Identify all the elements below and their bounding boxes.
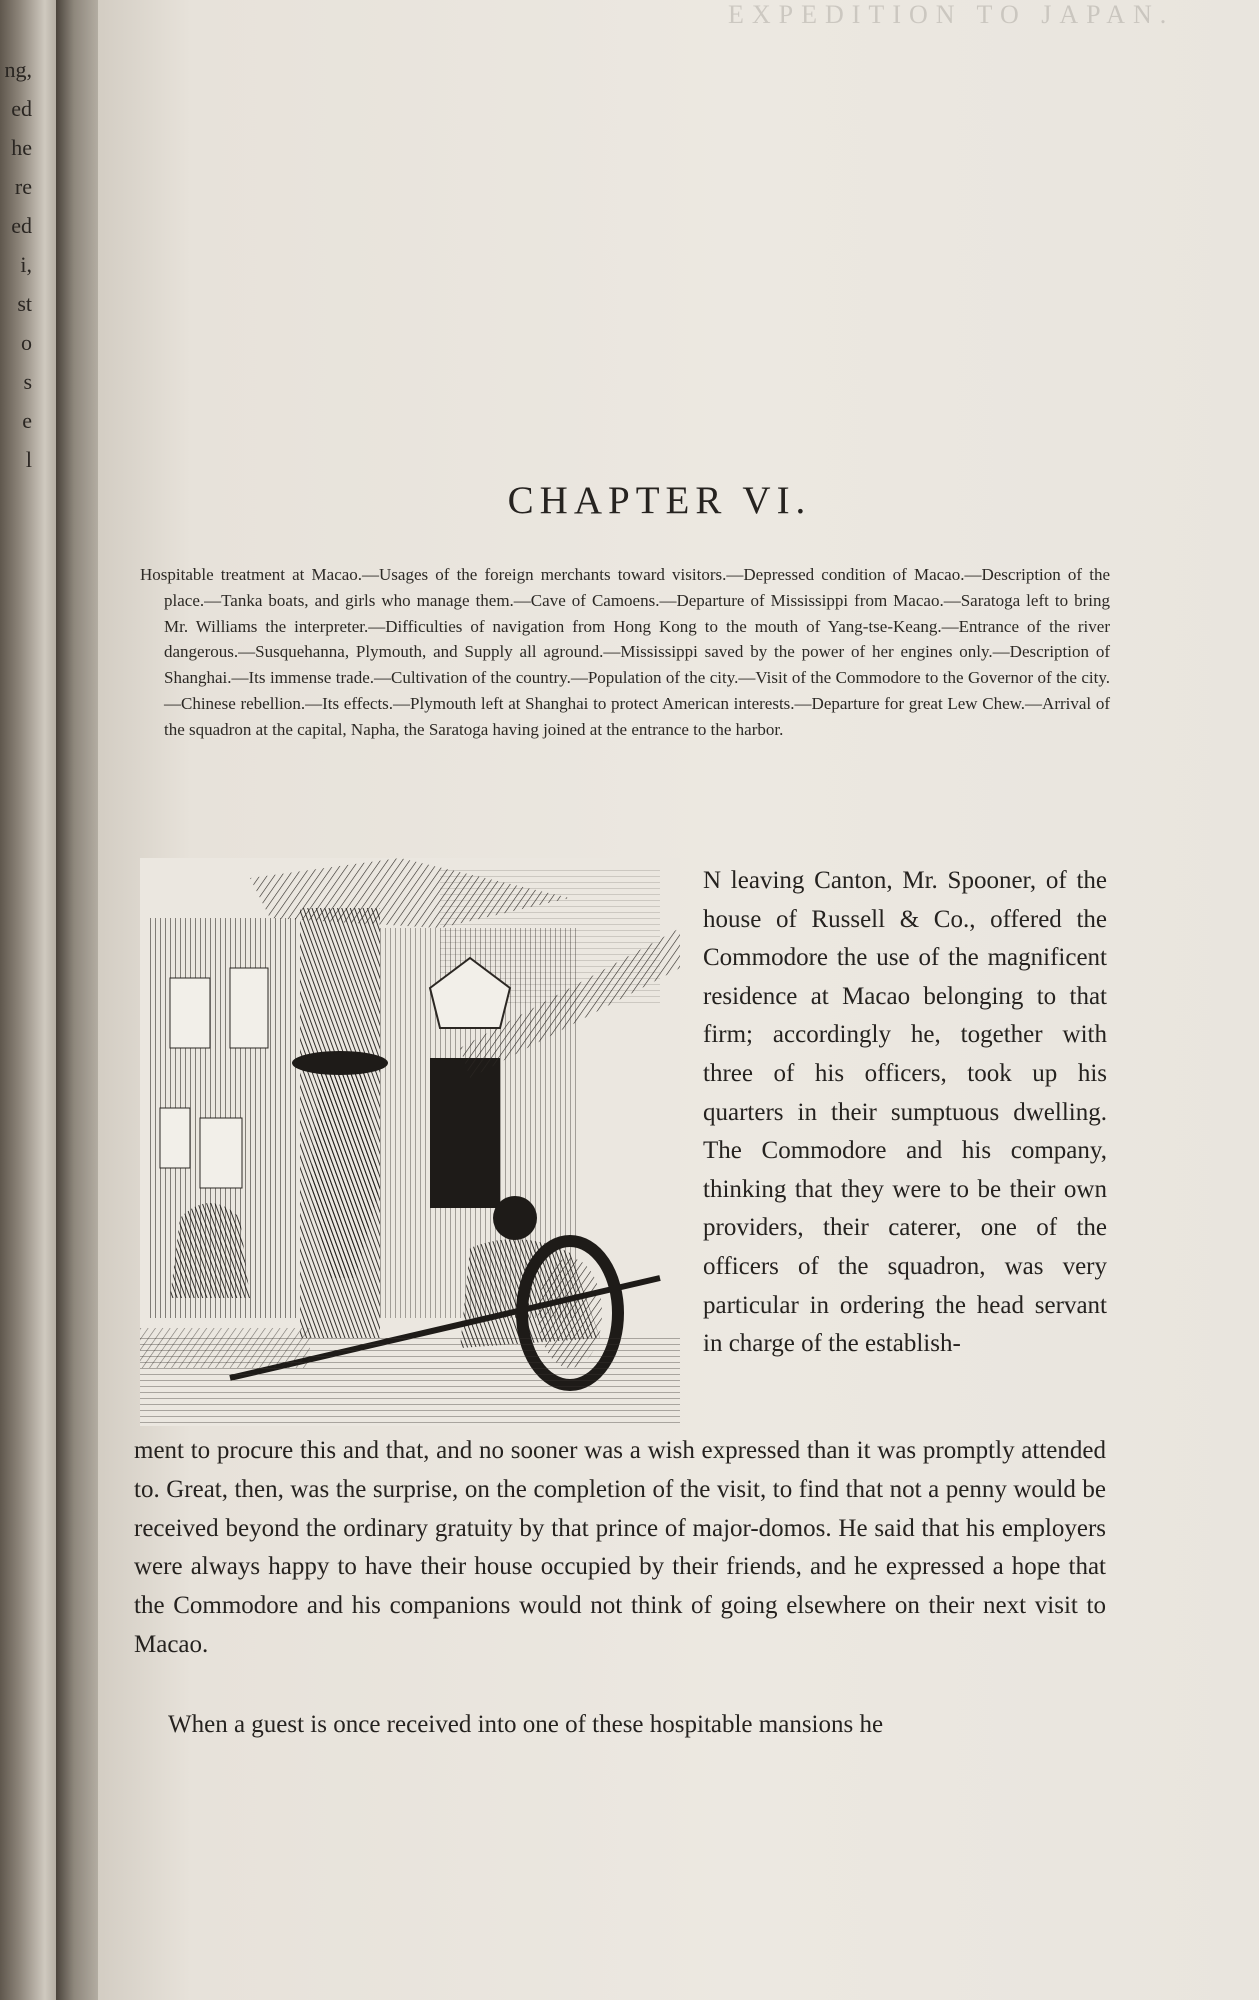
left-fragment: st: [17, 291, 32, 316]
running-head-bleedthrough: EXPEDITION TO JAPAN.: [728, 0, 1175, 29]
wall-poster: [170, 978, 210, 1048]
doorway: [430, 1058, 500, 1208]
seated-man-head: [493, 1196, 537, 1240]
left-fragment: l: [25, 447, 32, 472]
wall-poster: [230, 968, 268, 1048]
ground-shadow: [140, 1328, 310, 1368]
opening-paragraph-continued: ment to procure this and that, and no sooner was a wish expressed than it was promptly attended to. Great, then, was the surprise, on the completion of the visit, to find that not a penny would be received beyond the ordinary gratuity by that prince of major-domos. He said that his employers were always happy to have their house occupied by their friends, and he expressed a hope that the Commodore and his companions would not think of going elsewhere on their next visit to Macao.: [134, 1437, 1106, 1658]
conical-hat: [292, 1051, 388, 1075]
chapter-summary: Hospitable treatment at Macao.—Usages of the foreign merchants toward visitors.—Depressed condition of Macao.—Description of the place.—Tanka boats, and girls who manage them.—Cave of Camoens.—Departure of Mississippi from Macao.—Saratoga left to bring Mr. Williams the interpreter.—Difficulties of navigation from Hong Kong to the mouth of Yang-tse-Keang.—Entrance of the river dangerous.—Susquehanna, Plymouth, and Supply all aground.—Mississippi saved by the power of her engines only.—Description of Shanghai.—Its immense trade.—Cultivation of the country.—Population of the city.—Visit of the Commodore to the Governor of the city.—Chinese rebellion.—Its effects.—Plymouth left at Shanghai to protect American interests.—Departure for great Lew Chew.—Arrival of the squadron at the capital, Napha, the Saratoga having joined at the entrance to the harbor.: [140, 565, 1110, 739]
left-fragment: o: [21, 330, 32, 355]
left-fragment: e: [22, 408, 32, 433]
opening-paragraph-column: N leaving Canton, Mr. Spooner, of the house of Russell & Co., offered the Commodore the use of the magnificent residence at Macao belonging to that firm; accordingly he, together with three of his officers, took up his quarters in their sumptuous dwelling. The Commodore and his company, thinking that they were to be their own providers, their caterer, one of the officers of the squadron, was very particular in ordering the head servant in charge of the establish-: [703, 867, 1107, 1358]
left-fragment: he: [11, 135, 32, 160]
left-fragment: i,: [20, 252, 32, 277]
left-fragment: ng,: [4, 57, 32, 82]
seated-figures: [170, 1203, 250, 1298]
left-fragment: ed: [11, 213, 32, 238]
left-fragment: ed: [11, 96, 32, 121]
wall-poster: [200, 1118, 242, 1188]
chapter-title: CHAPTER VI.: [507, 479, 812, 522]
wall-poster: [160, 1108, 190, 1168]
engraving-illustration: [140, 858, 680, 1426]
left-fragment: s: [23, 369, 32, 394]
left-fragment: re: [14, 174, 32, 199]
left-page-text: [0, 50, 34, 479]
second-paragraph-start: When a guest is once received into one of these hospitable mansions he: [168, 1711, 884, 1738]
